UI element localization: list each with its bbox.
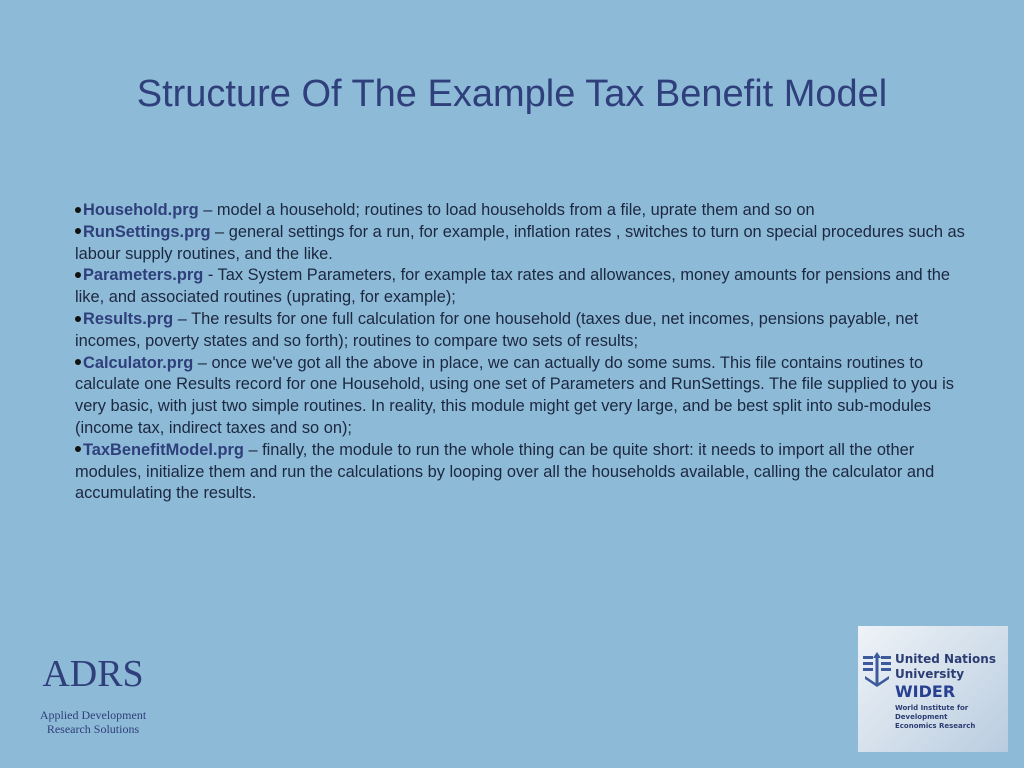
bullet-dot-icon [75, 359, 81, 365]
adrs-subtitle [30, 708, 156, 736]
wider-fullname-line2: Economics Research [895, 722, 976, 730]
bullet-text: – The results for one full calculation for one household (taxes due, net incomes, pensions payable, net incomes, poverty states and so forth); routines to compare two sets of results; [75, 309, 919, 350]
wider-fullname-line1: World Institute for Development [895, 704, 969, 721]
bullet-dot-icon [75, 446, 81, 452]
bullet-item [75, 309, 965, 353]
unu-name-line1: United Nations [895, 652, 996, 666]
adrs-logo-block [30, 652, 156, 736]
adrs-subtitle-line2: Research Solutions [46, 722, 140, 736]
bullet-text: - Tax System Parameters, for example tax rates and allowances, money amounts for pensions and the like, and associated routines (uprating, for example); [75, 266, 951, 307]
wider-fullname [895, 704, 1008, 731]
unu-name-line2: University [895, 667, 965, 681]
file-name: Household.prg [83, 201, 199, 219]
file-name: Results.prg [83, 309, 174, 328]
bullet-list [75, 200, 965, 505]
bullet-dot-icon [75, 207, 81, 213]
file-name: TaxBenefitModel.prg [83, 440, 244, 459]
bullet-dot-icon [75, 316, 81, 322]
file-name: RunSettings.prg [83, 222, 211, 241]
unu-emblem-icon [861, 650, 893, 690]
slide-title: Structure Of The Example Tax Benefit Model [136, 73, 888, 115]
bullet-text: – general settings for a run, for example, inflation rates , switches to turn on special procedures such as labour supply routines, and the like. [75, 222, 965, 263]
bullet-dot-icon [75, 228, 81, 234]
bullet-text: – model a household; routines to load households from a file, uprate them and so on [198, 201, 815, 219]
bullet-item [75, 353, 965, 440]
bullet-item [75, 440, 965, 505]
wider-name: WIDER [895, 682, 956, 701]
adrs-subtitle-line1: Applied Development [39, 708, 147, 722]
file-name: Calculator.prg [83, 353, 194, 372]
file-name: Parameters.prg [83, 266, 204, 285]
adrs-logo: ADRS [42, 653, 144, 695]
bullet-dot-icon [75, 272, 81, 278]
unu-text-block [895, 652, 1008, 731]
unu-wider-logo [858, 626, 1008, 752]
bullet-item [75, 265, 965, 309]
bullet-text: – once we've got all the above in place, we can actually do some sums. This file contains routines to calculate one Results record for one Household, using one set of Parameters and RunSettings. The file supplied to you is very basic, with just two simple routines. In reality, this module might get very large, and be best split into sub-modules (income tax, indirect taxes and so on); [75, 353, 954, 437]
bullet-item [75, 222, 965, 266]
bullet-text: – finally, the module to run the whole thing can be quite short: it needs to import all the other modules, initialize them and run the calculations by looping over all the households available, calling the calculator and accumulating the results. [75, 440, 935, 503]
bullet-item [75, 200, 965, 222]
